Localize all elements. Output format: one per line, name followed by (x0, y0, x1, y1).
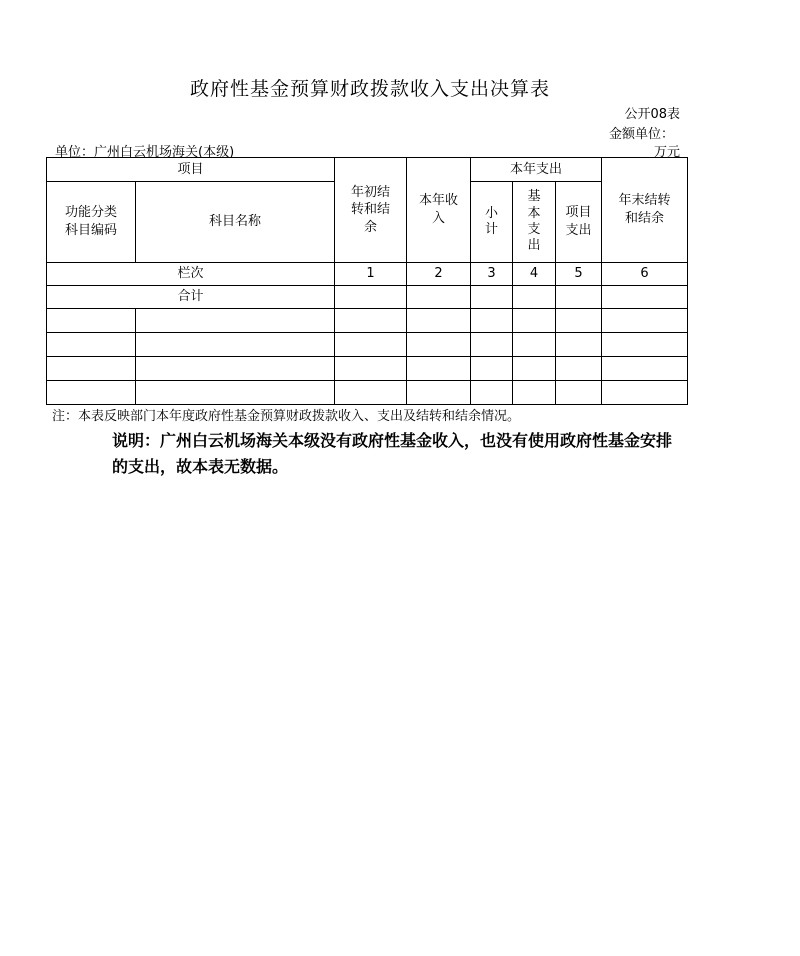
organization-label: 单位：广州白云机场海关(本级) (55, 145, 235, 160)
table-cell (407, 309, 471, 333)
table-cell (47, 381, 136, 405)
table-cell (471, 357, 513, 381)
header-begin-balance: 年初结 转和结 余 (335, 158, 407, 263)
table-cell (602, 381, 688, 405)
table-cell (47, 309, 136, 333)
table-cell (556, 333, 602, 357)
table-note: 注：本表反映部门本年度政府性基金预算财政拨款收入、支出及结转和结余情况。 (52, 409, 521, 424)
table-cell (47, 357, 136, 381)
table-cell (556, 286, 602, 309)
table-cell (335, 381, 407, 405)
budget-table (46, 157, 688, 405)
column-row-label: 栏次 (47, 263, 335, 286)
table-cell (602, 286, 688, 309)
table-cell (136, 333, 335, 357)
header-basic-expense: 基 本 支 出 (513, 182, 556, 263)
table-cell (335, 333, 407, 357)
table-cell (136, 381, 335, 405)
page-title: 政府性基金预算财政拨款收入支出决算表 (189, 78, 550, 100)
table-cell (136, 309, 335, 333)
table-row (47, 381, 688, 405)
table-cell (407, 333, 471, 357)
table-cell (471, 381, 513, 405)
table-cell (602, 333, 688, 357)
form-number: 公开08表 (624, 107, 680, 122)
table-cell (556, 381, 602, 405)
unit-value: 万元 (653, 145, 680, 160)
table-cell (335, 309, 407, 333)
column-number: 2 (407, 263, 471, 286)
table-cell (407, 286, 471, 309)
table-cell (47, 333, 136, 357)
table-cell (407, 357, 471, 381)
table-cell (513, 309, 556, 333)
table-cell (471, 309, 513, 333)
table-cell (602, 357, 688, 381)
explanation-text: 说明：广州白云机场海关本级没有政府性基金收入，也没有使用政府性基金安排的支出，故本表无数据。 (112, 431, 673, 476)
header-expense: 本年支出 (471, 158, 602, 182)
header-project-expense: 项目 支出 (556, 182, 602, 263)
column-number-row (47, 263, 688, 286)
table-row (47, 333, 688, 357)
table-row (47, 357, 688, 381)
table-cell (471, 333, 513, 357)
column-number: 3 (471, 263, 513, 286)
table-cell (335, 286, 407, 309)
total-label: 合计 (47, 286, 335, 309)
table-cell (335, 357, 407, 381)
table-cell (471, 286, 513, 309)
table-row (47, 309, 688, 333)
header-end-balance: 年末结转 和结余 (602, 158, 688, 263)
header-subject-name: 科目名称 (136, 182, 335, 263)
header-income: 本年收 入 (407, 158, 471, 263)
table-cell (602, 309, 688, 333)
table-cell (513, 381, 556, 405)
column-number: 6 (602, 263, 688, 286)
table-cell (513, 333, 556, 357)
column-number: 1 (335, 263, 407, 286)
table-cell (407, 381, 471, 405)
column-number: 5 (556, 263, 602, 286)
table-cell (136, 357, 335, 381)
header-project: 项目 (47, 158, 335, 182)
table-cell (513, 357, 556, 381)
column-number: 4 (513, 263, 556, 286)
total-row (47, 286, 688, 309)
header-subtotal: 小 计 (471, 182, 513, 263)
table-cell (556, 309, 602, 333)
table-cell (556, 357, 602, 381)
table-cell (513, 286, 556, 309)
header-func-code: 功能分类 科目编码 (47, 182, 136, 263)
unit-label: 金额单位： (608, 127, 674, 142)
